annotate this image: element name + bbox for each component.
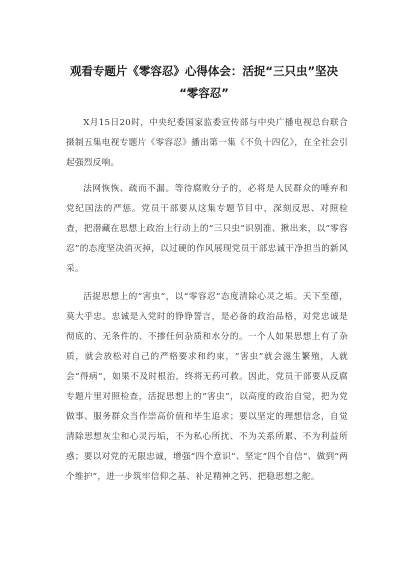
title-line-1: 观看专题片《零容忍》心得体会：活捉“三只虫”坚决 (69, 64, 339, 78)
paragraph-intro: X月15日20时，中央纪委国家监委宣传部与中央广播电视总台联合摄制五集电视专题片《零容忍》播出第一集《不负十四亿》，在全社会引起强烈反响。 (66, 118, 348, 168)
paragraph-thought-pest: 活捉思想上的“害虫”，以“零容忍”态度清除心灵之垢。天下至德，莫大乎忠。忠诚是入党时的铮铮誓言，是必备的政治品格，对党忠诚是彻底的、无条件的、不掺任何杂质和水分的。一个人如果思想上有了杂质，就会放松对自己的严格要求和约束，“害虫”就会滋生繁殖，人就会“得病”，如果不及时根治，终将无药可救。因此，党员干部要从反腐专题片里对照检查，活捉思想上的“害虫”，以高度的政治自觉，把为党做事、服务群众当作崇高价值和毕生追求；要以坚定的理想信念，自觉清除思想灰尘和心灵污垢，不为私心所扰、不为关系所累、不为利益所惑；要以对党的无限忠诚，增强“四个意识”、坚定“四个自信”、做到“两个维护”，进一步筑牢信仰之基、补足精神之钙、把稳思想之舵。 (66, 292, 348, 482)
document-body (66, 113, 348, 495)
paragraph-law: 法网恢恢、疏而不漏。等待腐败分子的，必将是人民群众的唾弃和党纪国法的严惩。党员干部要从这集专题节目中，深刻反思、对照检查，把潜藏在思想上政治上行动上的“三只虫”识别准、揪出来，以“零容忍”的态度坚决消灭掉，以过硬的作风展现党员干部忠诚干净担当的新风采。 (66, 184, 348, 274)
title-line-2: “零容忍” (179, 86, 229, 100)
document-title (40, 60, 368, 104)
